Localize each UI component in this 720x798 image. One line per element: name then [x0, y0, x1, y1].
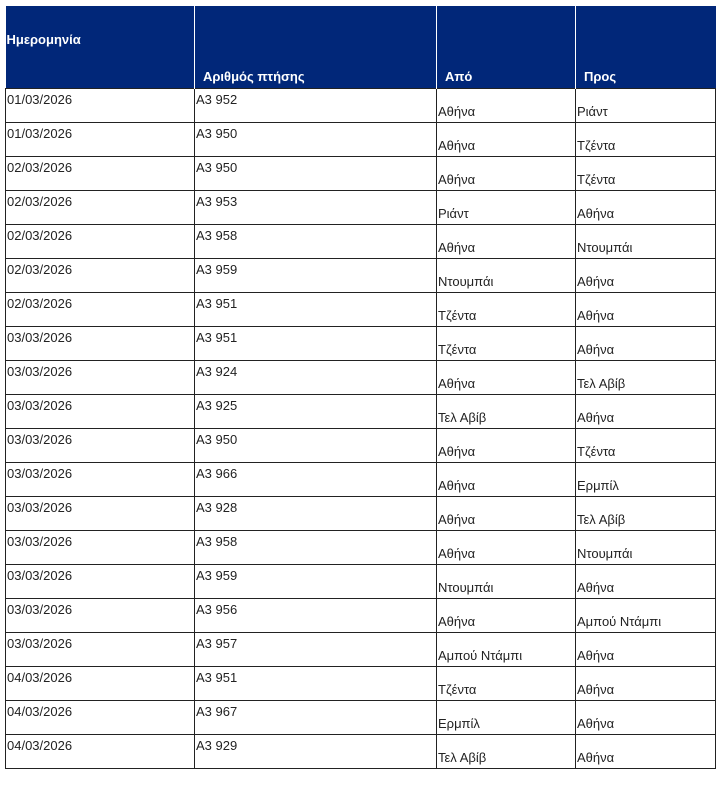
table-row	[6, 225, 716, 259]
cell-date: 03/03/2026	[6, 497, 195, 531]
cell-from: Τζέντα	[437, 667, 576, 701]
cell-to: Τζέντα	[576, 429, 716, 463]
table-row	[6, 633, 716, 667]
table-row	[6, 701, 716, 735]
cell-to: Αθήνα	[576, 701, 716, 735]
cell-to: Ερμπίλ	[576, 463, 716, 497]
cell-flight: A3 959	[195, 565, 437, 599]
table-row	[6, 463, 716, 497]
cell-date: 03/03/2026	[6, 633, 195, 667]
cell-to: Αθήνα	[576, 259, 716, 293]
cell-to: Αθήνα	[576, 327, 716, 361]
cell-flight: A3 958	[195, 531, 437, 565]
header-from: Από	[437, 6, 576, 89]
cell-flight: A3 957	[195, 633, 437, 667]
cell-from: Τζέντα	[437, 293, 576, 327]
cell-from: Ντουμπάι	[437, 259, 576, 293]
cell-flight: A3 951	[195, 293, 437, 327]
cell-date: 01/03/2026	[6, 123, 195, 157]
cell-flight: A3 929	[195, 735, 437, 769]
cell-date: 02/03/2026	[6, 259, 195, 293]
cell-from: Τζέντα	[437, 327, 576, 361]
table-row	[6, 259, 716, 293]
cell-date: 02/03/2026	[6, 157, 195, 191]
cell-from: Αθήνα	[437, 123, 576, 157]
cell-from: Αθήνα	[437, 89, 576, 123]
cell-from: Αθήνα	[437, 599, 576, 633]
table-row	[6, 565, 716, 599]
cell-flight: A3 924	[195, 361, 437, 395]
table-row	[6, 497, 716, 531]
cell-date: 03/03/2026	[6, 429, 195, 463]
table-row	[6, 293, 716, 327]
cell-date: 03/03/2026	[6, 463, 195, 497]
cell-flight: A3 953	[195, 191, 437, 225]
header-to: Προς	[576, 6, 716, 89]
table-row	[6, 599, 716, 633]
table-row	[6, 361, 716, 395]
cell-to: Τελ Αβίβ	[576, 497, 716, 531]
cell-to: Αμπού Ντάμπι	[576, 599, 716, 633]
cell-to: Τζέντα	[576, 157, 716, 191]
cell-flight: A3 956	[195, 599, 437, 633]
cell-from: Τελ Αβίβ	[437, 395, 576, 429]
cell-from: Ντουμπάι	[437, 565, 576, 599]
cell-date: 02/03/2026	[6, 191, 195, 225]
cell-flight: A3 967	[195, 701, 437, 735]
cell-to: Ντουμπάι	[576, 531, 716, 565]
cell-date: 01/03/2026	[6, 89, 195, 123]
cell-flight: A3 925	[195, 395, 437, 429]
cell-to: Τζέντα	[576, 123, 716, 157]
cell-to: Τελ Αβίβ	[576, 361, 716, 395]
table-row	[6, 89, 716, 123]
cell-from: Αθήνα	[437, 157, 576, 191]
cell-from: Αθήνα	[437, 429, 576, 463]
cell-from: Αμπού Ντάμπι	[437, 633, 576, 667]
cell-flight: A3 928	[195, 497, 437, 531]
table-row	[6, 191, 716, 225]
cell-from: Αθήνα	[437, 463, 576, 497]
cell-flight: A3 959	[195, 259, 437, 293]
cell-date: 03/03/2026	[6, 361, 195, 395]
flights-table	[5, 6, 716, 769]
table-row	[6, 123, 716, 157]
table-row	[6, 157, 716, 191]
table-row	[6, 531, 716, 565]
cell-from: Αθήνα	[437, 497, 576, 531]
cell-to: Αθήνα	[576, 293, 716, 327]
cell-flight: A3 951	[195, 667, 437, 701]
table-row	[6, 735, 716, 769]
cell-to: Αθήνα	[576, 633, 716, 667]
table-body	[6, 89, 716, 769]
cell-flight: A3 950	[195, 157, 437, 191]
table-row	[6, 667, 716, 701]
cell-flight: A3 950	[195, 429, 437, 463]
table-header	[6, 6, 716, 89]
cell-date: 02/03/2026	[6, 293, 195, 327]
cell-from: Αθήνα	[437, 361, 576, 395]
cell-date: 04/03/2026	[6, 701, 195, 735]
cell-date: 03/03/2026	[6, 395, 195, 429]
cell-flight: A3 951	[195, 327, 437, 361]
cell-date: 02/03/2026	[6, 225, 195, 259]
cell-date: 03/03/2026	[6, 327, 195, 361]
cell-from: Ριάντ	[437, 191, 576, 225]
cell-to: Ριάντ	[576, 89, 716, 123]
cell-date: 04/03/2026	[6, 667, 195, 701]
cell-date: 03/03/2026	[6, 531, 195, 565]
cell-from: Αθήνα	[437, 531, 576, 565]
cell-to: Αθήνα	[576, 565, 716, 599]
cell-to: Αθήνα	[576, 395, 716, 429]
cell-to: Αθήνα	[576, 667, 716, 701]
cell-to: Ντουμπάι	[576, 225, 716, 259]
table-row	[6, 429, 716, 463]
cell-to: Αθήνα	[576, 191, 716, 225]
header-flight: Αριθμός πτήσης	[195, 6, 437, 89]
cell-from: Τελ Αβίβ	[437, 735, 576, 769]
cell-flight: A3 958	[195, 225, 437, 259]
header-date: Ημερομηνία	[6, 6, 195, 89]
cell-date: 04/03/2026	[6, 735, 195, 769]
table-row	[6, 327, 716, 361]
cell-to: Αθήνα	[576, 735, 716, 769]
cell-from: Ερμπίλ	[437, 701, 576, 735]
table-row	[6, 395, 716, 429]
cell-flight: A3 952	[195, 89, 437, 123]
cell-flight: A3 966	[195, 463, 437, 497]
cell-date: 03/03/2026	[6, 599, 195, 633]
cell-from: Αθήνα	[437, 225, 576, 259]
cell-flight: A3 950	[195, 123, 437, 157]
cell-date: 03/03/2026	[6, 565, 195, 599]
